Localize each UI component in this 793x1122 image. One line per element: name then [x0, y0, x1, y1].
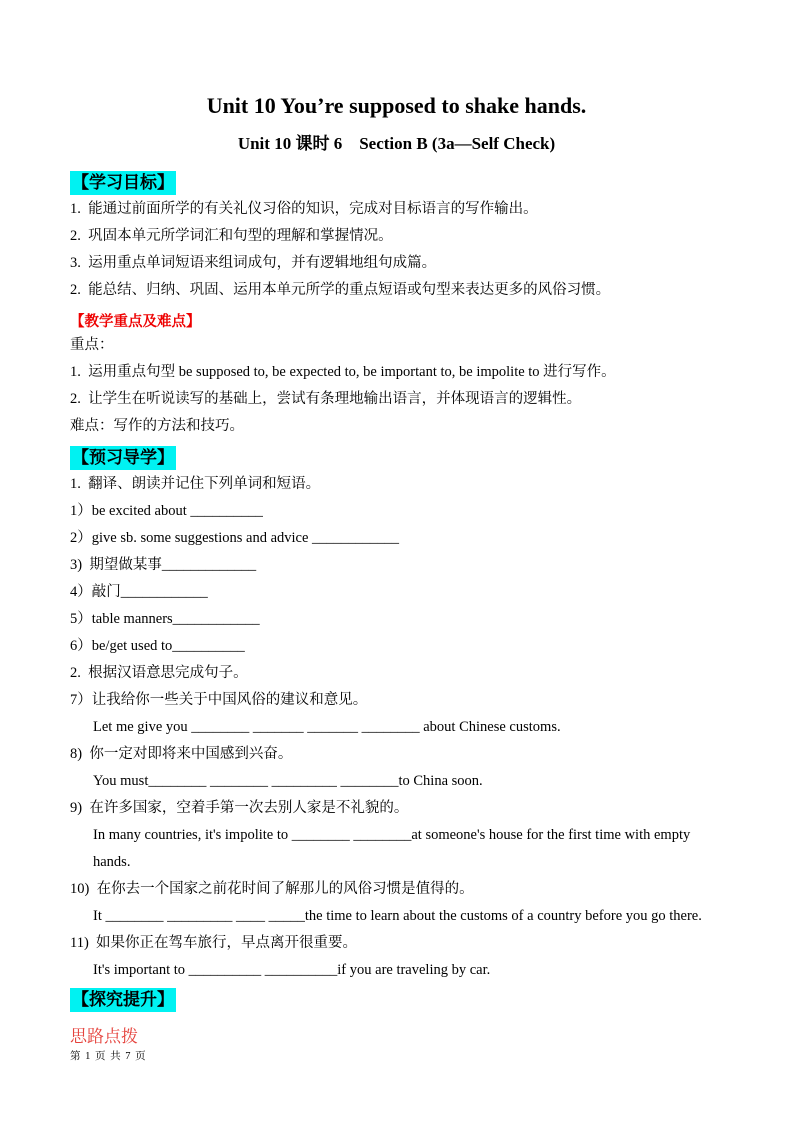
page-content	[0, 93, 793, 1048]
preview-line: 9) 在许多国家，空着手第一次去别人家是不礼貌的。	[70, 800, 409, 816]
preview-line: 8) 你一定对即将来中国感到兴奋。	[70, 746, 293, 762]
section-heading-learning-goals: 【学习目标】	[70, 171, 176, 195]
section-heading-preview-study: 【预习导学】	[70, 446, 176, 470]
preview-line: 1. 翻译、朗读并记住下列单词和短语。	[70, 476, 321, 492]
key-point-line: 2. 让学生在听说读写的基础上，尝试有条理地输出语言，并体现语言的逻辑性。	[70, 391, 582, 407]
preview-line: 2. 根据汉语意思完成句子。	[70, 665, 248, 681]
fill-blank-line: In many countries, it's impolite to ________ ________at someone's house for the first time with empty hands.	[93, 827, 694, 870]
preview-line: 11) 如果你正在驾车旅行，早点离开很重要。	[70, 935, 358, 951]
goal-item: 2. 能总结、归纳、巩固、运用本单元所学的重点短语或句型来表达更多的风俗习惯。	[70, 282, 611, 298]
preview-line: 1）be excited about __________	[70, 503, 263, 519]
section-explore	[70, 988, 723, 1013]
section-learning-goals	[70, 171, 723, 196]
goal-item: 3. 运用重点单词短语来组词成句，并有逻辑地组句成篇。	[70, 255, 437, 271]
key-point-line: 重点：	[70, 337, 114, 353]
key-point-line: 难点：写作的方法和技巧。	[70, 418, 244, 434]
section-heading-explore: 【探究提升】	[70, 988, 176, 1012]
fill-blank-line: It's important to __________ __________if you are traveling by car.	[93, 962, 491, 978]
goal-item: 1. 能通过前面所学的有关礼仪习俗的知识，完成对目标语言的写作输出。	[70, 201, 538, 217]
preview-line: 7）让我给你一些关于中国风俗的建议和意见。	[70, 692, 368, 708]
page-number: 第 1 页 共 7 页	[70, 1051, 147, 1062]
preview-line: 10) 在你去一个国家之前花时间了解那儿的风俗习惯是值得的。	[70, 881, 474, 897]
goal-item: 2. 巩固本单元所学词汇和句型的理解和掌握情况。	[70, 228, 393, 244]
page-title: Unit 10 You’re supposed to shake hands.	[206, 93, 587, 118]
explore-subheading: 思路点拨	[70, 1027, 138, 1046]
preview-line: 4）敲门____________	[70, 584, 208, 600]
fill-blank-line: You must________ ________ _________ ________to China soon.	[93, 773, 483, 789]
fill-blank-line: It ________ _________ ____ _____the time to learn about the customs of a country before you go there.	[93, 908, 702, 924]
section-preview-study	[70, 446, 723, 471]
section-heading-key-points: 【教学重点及难点】	[70, 314, 201, 330]
preview-line: 6）be/get used to__________	[70, 638, 245, 654]
fill-blank-line: Let me give you ________ _______ _______ ________ about Chinese customs.	[93, 719, 561, 735]
preview-line: 5）table manners____________	[70, 611, 260, 627]
preview-line: 3) 期望做某事_____________	[70, 557, 257, 573]
page-subtitle: Unit 10 课时 6 Section B (3a—Self Check)	[237, 134, 556, 153]
key-point-line: 1. 运用重点句型 be supposed to, be expected to, be important to, be impolite to 进行写作。	[70, 364, 616, 380]
preview-line: 2）give sb. some suggestions and advice ____________	[70, 530, 400, 546]
